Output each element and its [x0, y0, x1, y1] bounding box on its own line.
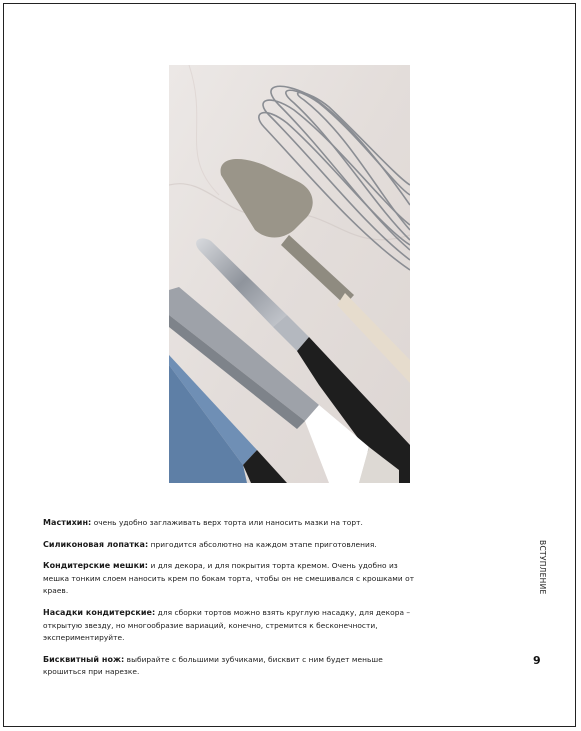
entry-term: Кондитерские мешки: — [43, 561, 149, 571]
entry-term: Насадки кондитерские: — [43, 607, 156, 617]
tools-description — [43, 517, 423, 688]
entry-bread-knife — [43, 654, 423, 679]
entry-text: для сборки тортов можно взять круглую насадку, для декора – открытую звезду, но многообразие вариаций, конечно, стремится к бесконечности, экспериментируйте. — [43, 607, 411, 643]
entry-text: выбирайте с большими зубчиками, бисквит с ним будет меньше крошиться при нарезке. — [43, 654, 383, 677]
entry-silicone-spatula — [43, 539, 423, 552]
entry-term: Бисквитный нож: — [43, 654, 125, 664]
entry-term: Силиконовая лопатка: — [43, 539, 149, 549]
entry-text: и для декора, и для покрытия торта кремом. Очень удобно из мешка тонким слоем наносить крем по бокам торта, чтобы он не смешивался с крошками от краев. — [43, 561, 415, 596]
entry-term: Мастихин: — [43, 518, 92, 527]
section-label: ВСТУПЛЕНИЕ — [538, 540, 547, 595]
entry-palette-knife — [43, 517, 423, 530]
entry-text: пригодится абсолютно на каждом этапе приготовления. — [148, 539, 377, 549]
entry-piping-tips — [43, 607, 423, 645]
entry-text: очень удобно заглаживать верх торта или наносить мазки на торт. — [91, 518, 363, 527]
entry-piping-bags — [43, 560, 423, 598]
page-number: 9 — [533, 654, 541, 667]
tools-illustration — [169, 65, 410, 483]
kitchen-tools-photo — [169, 65, 410, 483]
